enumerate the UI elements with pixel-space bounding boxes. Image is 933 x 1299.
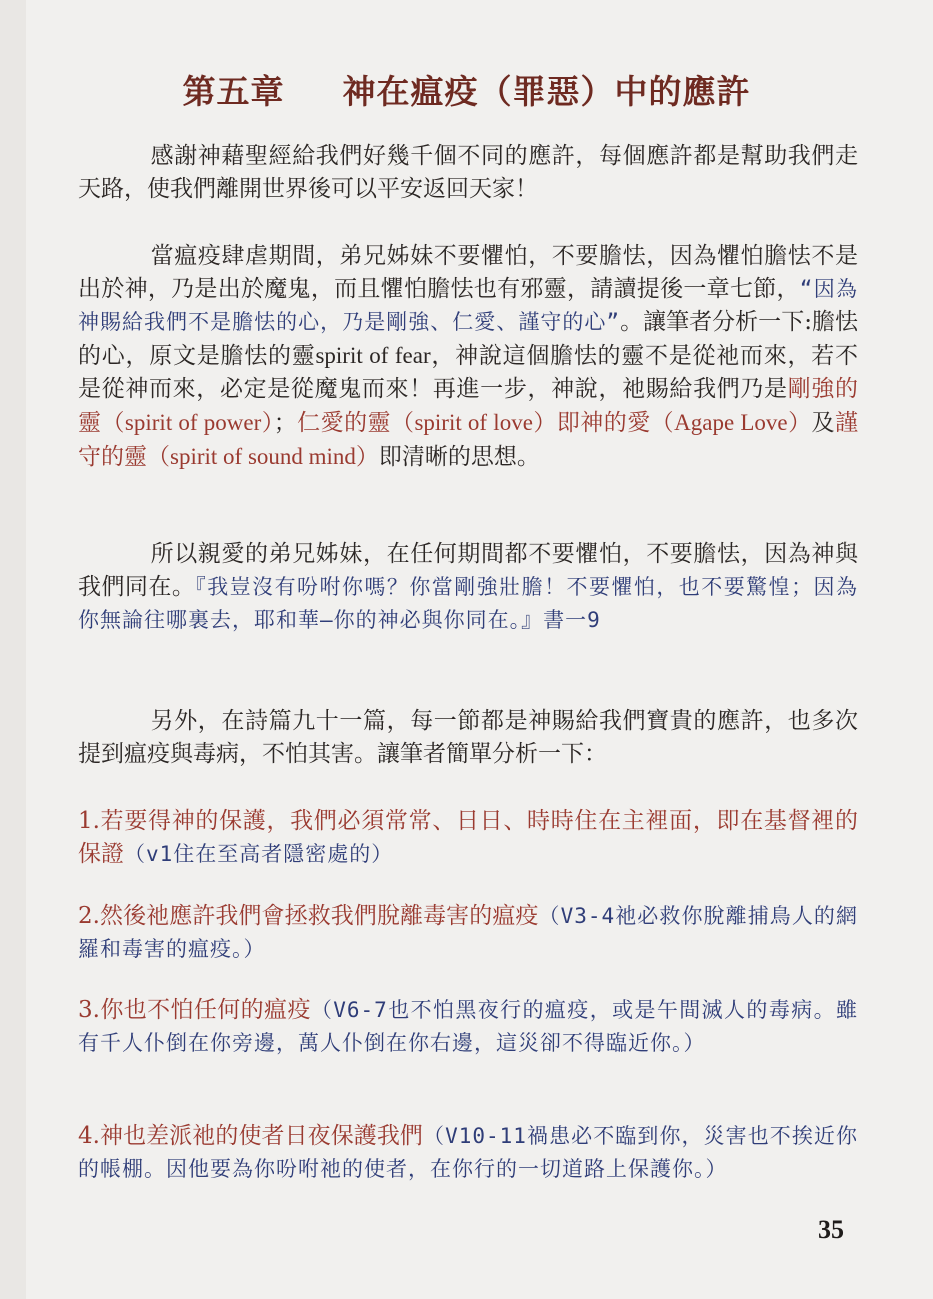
paragraph-2-text-f: 即清晰的思想。 (378, 444, 540, 470)
page-edge (0, 0, 26, 1299)
english-term-fear: spirit of fear (315, 343, 431, 368)
term-love: 仁愛的靈 (296, 410, 391, 436)
point-4-verse: （V10-11禍患必不臨到你，災害也不挨近你的帳棚。因他要為你吩咐祂的使者，在你行的一切道路上保護你。） (78, 1124, 859, 1181)
english-term-love: （spirit of love） (390, 410, 557, 435)
paragraph-3 (78, 538, 858, 637)
point-1 (78, 805, 858, 871)
point-4 (78, 1120, 858, 1186)
term-power: 剛強的靈 (78, 376, 858, 436)
paragraph-2-text-e: 及 (811, 410, 836, 436)
paragraph-2-text-c: ，神說這個膽怯的靈不是從祂而來，若不是從神而來，必定是從魔鬼而來！再進一步，神說，祂賜給我們乃是 (78, 343, 858, 402)
paragraph-2-text-b: 。讓筆者分析一下:膽怯的心，原文是膽怯的靈 (78, 309, 858, 369)
scripture-quote-2tim: “因為神賜給我們不是膽怯的心，乃是剛強、仁愛、謹守的心” (78, 277, 858, 334)
point-3-verse: （V6-7也不怕黑夜行的瘟疫，或是午間滅人的毒病。雖有千人仆倒在你旁邊，萬人仆倒在你右邊，這災卻不得臨近你。） (78, 998, 858, 1055)
paragraph-4 (78, 705, 858, 771)
point-4-text: 4.神也差派祂的使者日夜保護我們 (78, 1123, 424, 1149)
paragraph-2 (78, 240, 858, 474)
chapter-number: 第五章 (182, 72, 285, 111)
scripture-quote-joshua: 『我豈沒有吩咐你嗎？你當剛強壯膽！不要懼怕，也不要驚惶；因為你無論往哪裏去，耶和華—你的神必與你同在。』書一9 (78, 575, 858, 632)
point-3-text: 3.你也不怕任何的瘟疫 (78, 997, 311, 1023)
point-1-text: 1.若要得神的保護，我們必須常常、日日、時時住在主裡面，即在基督裡的保證 (78, 808, 858, 867)
term-gods-love: 即神的愛 (556, 410, 651, 436)
paragraph-1-text: 感謝神藉聖經給我們好幾千個不同的應許，每個應許都是幫助我們走天路，使我們離開世界後可以平安返回天家！ (78, 143, 858, 202)
paragraph-1 (78, 140, 858, 206)
paragraph-3-text: 所以親愛的弟兄姊妹，在任何期間都不要懼怕，不要膽怯，因為神與我們同在。 (78, 541, 858, 600)
point-2 (78, 900, 858, 966)
english-term-power: （spirit of power） (101, 410, 274, 435)
english-term-agape: （Agape Love） (650, 410, 812, 435)
chapter-heading: 神在瘟疫（罪惡）中的應許 (342, 72, 751, 111)
point-2-verse: （V3-4祂必救你脫離捕鳥人的網羅和毒害的瘟疫。） (78, 904, 858, 961)
english-term-sound-mind: （spirit of sound mind） (147, 444, 379, 469)
paragraph-2-text-d: ； (273, 410, 297, 436)
term-sound-mind: 謹守的靈 (78, 410, 859, 470)
point-3 (78, 994, 858, 1060)
paragraph-4-text: 另外，在詩篇九十一篇，每一節都是神賜給我們寶貴的應許，也多次提到瘟疫與毒病，不怕其害。讓筆者簡單分析一下： (78, 708, 858, 767)
paragraph-2-text-a: 當瘟疫肆虐期間，弟兄姊妹不要懼怕，不要膽怯，因為懼怕膽怯不是出於神，乃是出於魔鬼，而且懼怕膽怯也有邪靈，請讀提後一章七節， (78, 243, 858, 302)
point-1-verse: （v1住在至高者隱密處的） (124, 842, 394, 866)
chapter-title (0, 66, 933, 113)
page-number: 35 (818, 1215, 844, 1244)
point-2-text: 2.然後祂應許我們會拯救我們脫離毒害的瘟疫 (78, 903, 539, 929)
